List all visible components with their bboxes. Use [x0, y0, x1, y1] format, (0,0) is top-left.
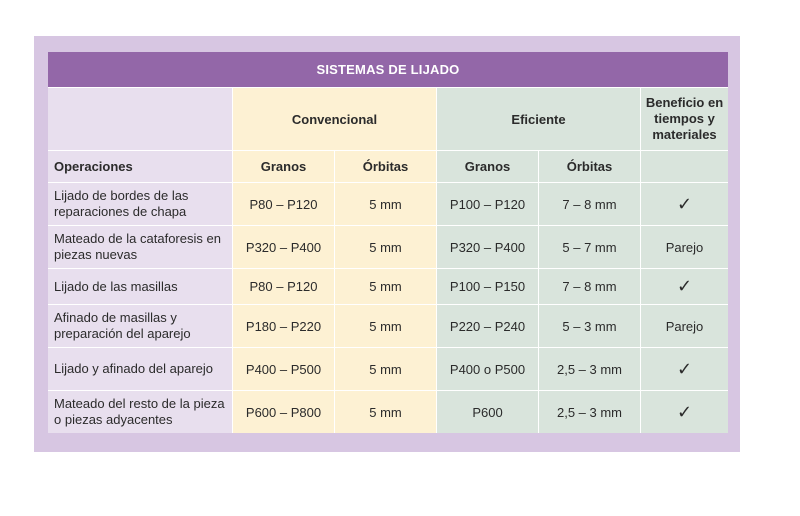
row-beneficio: Parejo	[640, 226, 728, 268]
group-header-beneficio: Beneficio en tiempos y materiales	[640, 88, 728, 150]
row-granos-conv: P320 – P400	[232, 226, 334, 268]
row-orbitas-efic: 5 – 7 mm	[538, 226, 640, 268]
row-granos-efic: P320 – P400	[436, 226, 538, 268]
row-orbitas-efic: 7 – 8 mm	[538, 269, 640, 304]
row-orbitas-efic: 5 – 3 mm	[538, 305, 640, 347]
row-operacion: Lijado y afinado del aparejo	[48, 348, 232, 390]
row-orbitas-conv: 5 mm	[334, 269, 436, 304]
row-beneficio: ✓	[640, 183, 728, 225]
row-granos-efic: P400 o P500	[436, 348, 538, 390]
table-row	[48, 390, 728, 433]
sub-header-orbitas-conv: Órbitas	[334, 151, 436, 182]
row-beneficio: ✓	[640, 391, 728, 433]
row-orbitas-efic: 2,5 – 3 mm	[538, 391, 640, 433]
group-header-eficiente: Eficiente	[436, 88, 640, 150]
row-granos-efic: P220 – P240	[436, 305, 538, 347]
row-operacion: Mateado de la cataforesis en piezas nuevas	[48, 226, 232, 268]
row-granos-conv: P80 – P120	[232, 183, 334, 225]
table-row	[48, 347, 728, 390]
group-header-convencional: Convencional	[232, 88, 436, 150]
table-row	[48, 304, 728, 347]
table-title: SISTEMAS DE LIJADO	[48, 52, 728, 87]
sanding-systems-table	[48, 52, 728, 433]
row-operacion: Lijado de bordes de las reparaciones de chapa	[48, 183, 232, 225]
row-orbitas-conv: 5 mm	[334, 348, 436, 390]
row-granos-efic: P100 – P150	[436, 269, 538, 304]
group-header-empty	[48, 88, 232, 150]
row-orbitas-conv: 5 mm	[334, 305, 436, 347]
row-operacion: Mateado del resto de la pieza o piezas adyacentes	[48, 391, 232, 433]
sub-header-orbitas-efic: Órbitas	[538, 151, 640, 182]
row-operacion: Afinado de masillas y preparación del aparejo	[48, 305, 232, 347]
group-header-row	[48, 87, 728, 150]
row-granos-conv: P80 – P120	[232, 269, 334, 304]
row-granos-conv: P400 – P500	[232, 348, 334, 390]
sub-header-beneficio-empty	[640, 151, 728, 182]
row-granos-efic: P100 – P120	[436, 183, 538, 225]
row-orbitas-conv: 5 mm	[334, 183, 436, 225]
row-orbitas-conv: 5 mm	[334, 226, 436, 268]
row-beneficio: ✓	[640, 348, 728, 390]
sub-header-granos-efic: Granos	[436, 151, 538, 182]
sub-header-row	[48, 150, 728, 182]
row-beneficio: ✓	[640, 269, 728, 304]
table-row	[48, 225, 728, 268]
row-granos-conv: P180 – P220	[232, 305, 334, 347]
row-beneficio: Parejo	[640, 305, 728, 347]
table-row	[48, 182, 728, 225]
row-operacion: Lijado de las masillas	[48, 269, 232, 304]
table-row	[48, 268, 728, 304]
row-orbitas-conv: 5 mm	[334, 391, 436, 433]
row-orbitas-efic: 2,5 – 3 mm	[538, 348, 640, 390]
row-granos-conv: P600 – P800	[232, 391, 334, 433]
sub-header-granos-conv: Granos	[232, 151, 334, 182]
row-granos-efic: P600	[436, 391, 538, 433]
row-orbitas-efic: 7 – 8 mm	[538, 183, 640, 225]
sub-header-operaciones: Operaciones	[48, 151, 232, 182]
